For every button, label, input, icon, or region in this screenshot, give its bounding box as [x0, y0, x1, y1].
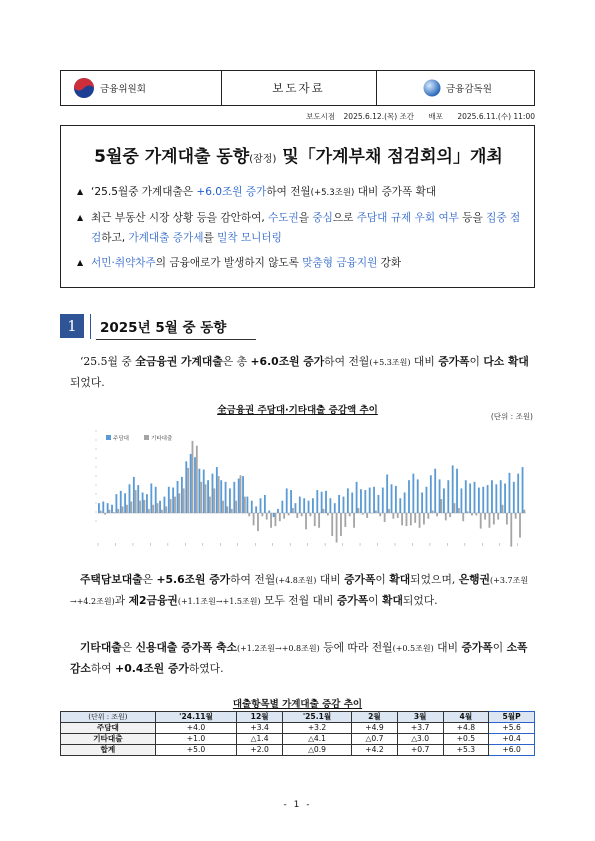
bar-other-loan — [196, 446, 198, 513]
bar-mortgage — [268, 511, 270, 513]
table-cell: +0.4 — [489, 734, 535, 745]
bar-mortgage — [290, 490, 292, 513]
bar-other-loan — [523, 510, 525, 513]
bar-other-loan — [340, 513, 342, 536]
legend-label: 기타대출 — [151, 436, 173, 442]
bar-mortgage — [338, 495, 340, 513]
paragraph-overview: ‘25.5월 중 全금융권 가계대출은 총 +6.0조원 증가하여 전월(+5.3조원) 대비 증가폭이 다소 확대되었다. — [70, 355, 529, 389]
bar-other-loan — [493, 513, 495, 524]
row-label: 주담대 — [61, 723, 156, 734]
bar-other-loan — [213, 488, 215, 513]
bar-mortgage — [321, 492, 323, 513]
bar-other-loan — [192, 441, 194, 513]
bar-mortgage — [334, 503, 336, 513]
bar-mortgage — [207, 480, 209, 513]
bar-mortgage — [246, 497, 248, 513]
bar-other-loan — [384, 513, 386, 522]
bar-other-loan — [292, 508, 294, 513]
bar-other-loan — [440, 499, 442, 513]
bar-mortgage — [430, 475, 432, 513]
bar-mortgage — [286, 488, 288, 513]
bar-other-loan — [497, 513, 499, 520]
table-row — [61, 745, 535, 756]
bar-mortgage — [168, 487, 170, 513]
bar-other-loan — [113, 512, 115, 513]
bar-mortgage — [238, 479, 240, 513]
bar-other-loan — [178, 493, 180, 513]
bar-other-loan — [388, 509, 390, 513]
table-cell: +4.0 — [155, 723, 237, 734]
bar-other-loan — [489, 513, 491, 528]
bar-other-loan — [331, 513, 333, 536]
bar-mortgage — [159, 501, 161, 513]
bar-mortgage — [504, 483, 506, 513]
bar-other-loan — [122, 506, 124, 513]
bar-mortgage — [426, 487, 428, 513]
bar-other-loan — [261, 513, 263, 516]
org-name-fsc: 금융위원회 — [100, 84, 146, 95]
table-header-cell: 12월 — [237, 712, 283, 723]
bar-mortgage — [351, 493, 353, 514]
bar-other-loan — [126, 505, 128, 513]
bar-mortgage — [111, 505, 113, 513]
bar-mortgage — [491, 480, 493, 513]
bar-mortgage — [260, 498, 262, 513]
bar-mortgage — [522, 467, 524, 513]
bar-other-loan — [432, 511, 434, 513]
table-header-cell: '25.1월 — [282, 712, 351, 723]
loan-type-table — [60, 711, 535, 756]
bar-mortgage — [443, 488, 445, 513]
fss-globe-icon — [423, 79, 441, 97]
bar-mortgage — [408, 480, 410, 513]
bar-other-loan — [253, 513, 255, 525]
bar-mortgage — [356, 482, 358, 513]
table-cell: +3.7 — [397, 723, 443, 734]
bar-other-loan — [226, 506, 228, 513]
bar-other-loan — [323, 509, 325, 513]
bar-mortgage — [325, 491, 327, 513]
page-number: - 1 - — [283, 800, 312, 810]
legend-swatch — [144, 435, 149, 440]
bar-other-loan — [200, 482, 202, 513]
bullet-1: ▲ ‘25.5월중 가계대출은 +6.0조원 증가하여 전월(+5.3조원) 대비 증가폭 확대 — [77, 182, 527, 203]
fsc-emblem-icon — [73, 77, 95, 99]
bar-other-loan — [423, 513, 425, 524]
loan-change-bar-chart — [84, 425, 530, 550]
bar-other-loan — [344, 513, 346, 527]
bar-mortgage — [137, 485, 139, 513]
bar-other-loan — [148, 509, 150, 513]
table-cell: +1.0 — [155, 734, 237, 745]
bar-other-loan — [270, 513, 272, 528]
bar-mortgage — [312, 498, 314, 513]
bar-mortgage — [373, 487, 375, 513]
bar-other-loan — [218, 476, 220, 513]
bar-other-loan — [279, 513, 281, 521]
bar-other-loan — [139, 501, 141, 513]
headline-part2: 및「가계부채 점검회의」개최 — [276, 147, 503, 167]
bar-mortgage — [452, 465, 454, 513]
table-cell: +0.7 — [397, 745, 443, 756]
bar-mortgage — [273, 513, 275, 517]
bar-other-loan — [510, 513, 512, 547]
table-header-cell: '24.11월 — [155, 712, 237, 723]
bar-mortgage — [439, 479, 441, 513]
bar-mortgage — [378, 495, 380, 513]
bar-mortgage — [404, 493, 406, 514]
bar-other-loan — [445, 513, 447, 520]
table-cell: △1.4 — [237, 734, 283, 745]
bar-other-loan — [436, 513, 438, 516]
bar-other-loan — [410, 513, 412, 525]
bar-other-loan — [296, 513, 298, 518]
paragraph-other-loans: 기타대출은 신용대출 증가폭 축소(+1.2조원→+0.8조원) 등에 따라 전월(+0.5조원) 대비 증가폭이 소폭 감소하여 +0.4조원 증가하였다. — [70, 641, 528, 675]
bar-other-loan — [506, 513, 508, 524]
bar-mortgage — [150, 483, 152, 513]
bar-mortgage — [460, 488, 462, 513]
bar-mortgage — [347, 488, 349, 513]
bar-other-loan — [257, 513, 259, 531]
bar-other-loan — [375, 511, 377, 513]
bar-other-loan — [248, 513, 250, 516]
chart-title: 全금융권 주담대·기타대출 증감액 추이 — [217, 405, 378, 416]
bar-other-loan — [266, 513, 268, 520]
table-cell: △0.7 — [352, 734, 398, 745]
bar-other-loan — [170, 499, 172, 513]
bar-mortgage — [194, 457, 196, 513]
bar-mortgage — [98, 503, 100, 513]
legend-label: 주담대 — [113, 436, 129, 442]
bar-mortgage — [212, 474, 214, 513]
bar-mortgage — [229, 488, 231, 513]
bar-mortgage — [364, 490, 366, 513]
headline — [61, 142, 536, 167]
bar-mortgage — [190, 454, 192, 513]
headline-part1: 5월중 가계대출 동향 — [94, 147, 250, 167]
bar-mortgage — [255, 506, 257, 513]
bar-other-loan — [305, 513, 307, 529]
bar-other-loan — [174, 497, 176, 513]
bar-other-loan — [235, 501, 237, 513]
distribution-value: 2025.6.11.(수) 11:00 — [457, 112, 535, 121]
bar-mortgage — [155, 487, 157, 513]
section-underline — [96, 339, 256, 340]
bar-mortgage — [495, 484, 497, 513]
bar-other-loan — [157, 503, 159, 513]
bar-mortgage — [382, 488, 384, 513]
bar-mortgage — [281, 501, 283, 513]
bar-other-loan — [109, 510, 111, 513]
table-row — [61, 734, 535, 745]
bar-other-loan — [515, 513, 517, 519]
bar-other-loan — [222, 501, 224, 513]
bar-other-loan — [205, 484, 207, 513]
bar-mortgage — [369, 488, 371, 513]
bar-mortgage — [513, 482, 515, 513]
bar-mortgage — [434, 469, 436, 513]
bar-other-loan — [152, 505, 154, 513]
bar-mortgage — [412, 474, 414, 513]
bar-other-loan — [401, 513, 403, 525]
press-header — [60, 70, 535, 106]
bar-mortgage — [107, 503, 109, 513]
bar-mortgage — [185, 461, 187, 513]
row-label: 합계 — [61, 745, 156, 756]
bar-mortgage — [474, 482, 476, 513]
triangle-bullet-icon: ▲ — [77, 258, 84, 267]
bar-other-loan — [392, 513, 394, 519]
bar-other-loan — [519, 513, 521, 538]
table-header-cell: (단위 : 조원) — [61, 712, 156, 723]
bar-mortgage — [216, 467, 218, 513]
bar-mortgage — [177, 481, 179, 513]
bullet-3: ▲ 서민·취약차주의 금융애로가 발생하지 않도록 맞춤형 금융지원 강화 — [77, 253, 527, 273]
section-number: 1 — [60, 314, 84, 338]
bar-mortgage — [509, 473, 511, 513]
table-header-cell: 5월P — [489, 712, 535, 723]
table-title: 대출항목별 가계대출 증감 추이 — [232, 699, 363, 710]
bar-mortgage — [395, 486, 397, 513]
table-cell: △4.1 — [282, 734, 351, 745]
bullet-2: ▲ 최근 부동산 시장 상황 등을 감안하여, 수도권을 중심으로 주담대 규제 우회 여부 등을 집중 점검하고, 가계대출 증가세를 밀착 모니터링 — [77, 208, 527, 248]
bar-other-loan — [366, 513, 368, 518]
table-cell: △0.9 — [282, 745, 351, 756]
bar-mortgage — [172, 488, 174, 513]
fss-logo-block — [423, 71, 492, 105]
bar-mortgage — [399, 498, 401, 513]
bar-mortgage — [500, 480, 502, 513]
bar-other-loan — [104, 513, 106, 515]
table-cell: +5.3 — [443, 745, 489, 756]
table-cell: +4.2 — [352, 745, 398, 756]
bar-mortgage — [316, 490, 318, 513]
bar-mortgage — [124, 493, 126, 513]
section-title: 2025년 5월 중 동향 — [100, 320, 227, 336]
bar-other-loan — [161, 510, 163, 513]
bar-mortgage — [517, 474, 519, 513]
bar-mortgage — [198, 469, 200, 513]
bar-other-loan — [467, 511, 469, 513]
bar-other-loan — [462, 513, 464, 521]
embargo-value: 2025.6.12.(목) 조간 — [343, 112, 415, 121]
bar-other-loan — [288, 513, 290, 515]
row-label: 기타대출 — [61, 734, 156, 745]
bar-other-loan — [362, 513, 364, 515]
table-cell: +5.0 — [155, 745, 237, 756]
org-name-fss: 금융감독원 — [446, 84, 492, 95]
bar-mortgage — [421, 493, 423, 514]
bar-other-loan — [309, 513, 311, 516]
bar-mortgage — [447, 480, 449, 513]
bar-other-loan — [183, 488, 185, 513]
table-cell: +5.6 — [489, 723, 535, 734]
table-cell: +4.8 — [443, 723, 489, 734]
bar-other-loan — [301, 513, 303, 516]
release-info — [300, 111, 535, 122]
legend-swatch — [106, 435, 111, 440]
bar-mortgage — [386, 474, 388, 513]
bar-other-loan — [144, 500, 146, 513]
bar-other-loan — [397, 513, 399, 518]
triangle-bullet-icon: ▲ — [77, 213, 84, 222]
bar-mortgage — [303, 498, 305, 513]
table-cell: +0.5 — [443, 734, 489, 745]
table-cell: +2.0 — [237, 745, 283, 756]
table-header-cell: 3월 — [397, 712, 443, 723]
bar-mortgage — [417, 479, 419, 513]
bar-other-loan — [240, 475, 242, 513]
bar-mortgage — [133, 477, 135, 513]
bar-mortgage — [308, 501, 310, 513]
bar-other-loan — [100, 511, 102, 513]
bar-mortgage — [146, 494, 148, 513]
embargo-label: 보도시점 — [306, 112, 336, 121]
bar-other-loan — [419, 513, 421, 528]
bar-mortgage — [233, 482, 235, 513]
headline-box — [60, 125, 535, 288]
bar-other-loan — [283, 513, 285, 519]
bar-other-loan — [449, 513, 451, 517]
table-cell: △3.0 — [397, 734, 443, 745]
bar-other-loan — [336, 513, 338, 543]
bar-mortgage — [482, 487, 484, 513]
bar-other-loan — [475, 513, 477, 515]
headline-note: (잠정) — [249, 154, 277, 165]
bar-mortgage — [115, 494, 117, 513]
bar-mortgage — [360, 489, 362, 513]
chart-unit: (단위 : 조원) — [490, 412, 533, 421]
section-divider — [90, 314, 91, 339]
bar-mortgage — [181, 477, 183, 513]
bar-mortgage — [220, 480, 222, 513]
bar-other-loan — [165, 506, 167, 513]
bar-mortgage — [102, 502, 104, 513]
bar-mortgage — [478, 488, 480, 513]
bar-other-loan — [414, 513, 416, 523]
summary-bullets — [77, 182, 527, 278]
table-header-row — [61, 712, 535, 723]
bar-other-loan — [480, 513, 482, 529]
bar-other-loan — [314, 513, 316, 526]
table-cell: +3.2 — [282, 723, 351, 734]
bar-other-loan — [187, 468, 189, 513]
bar-mortgage — [203, 470, 205, 513]
bar-mortgage — [469, 483, 471, 513]
bar-other-loan — [135, 490, 137, 513]
bar-mortgage — [120, 491, 122, 513]
bar-other-loan — [209, 497, 211, 513]
fsc-logo-block — [73, 71, 146, 105]
bar-other-loan — [454, 503, 456, 513]
bar-other-loan — [244, 497, 246, 513]
bar-mortgage — [129, 484, 131, 513]
table-cell: +3.4 — [237, 723, 283, 734]
bar-other-loan — [379, 513, 381, 516]
bar-other-loan — [406, 513, 408, 526]
bar-mortgage — [487, 485, 489, 513]
bar-other-loan — [484, 513, 486, 520]
bar-other-loan — [275, 513, 277, 526]
doc-type-label: 보도자료 — [272, 81, 325, 95]
bar-mortgage — [225, 482, 227, 513]
bar-mortgage — [264, 495, 266, 513]
bar-other-loan — [358, 508, 360, 513]
bar-other-loan — [458, 508, 460, 513]
bar-other-loan — [327, 513, 329, 515]
bar-other-loan — [353, 513, 355, 528]
bar-other-loan — [130, 502, 132, 513]
bar-mortgage — [242, 476, 244, 513]
triangle-bullet-icon: ▲ — [77, 187, 84, 196]
bar-other-loan — [349, 513, 351, 516]
distribution-label: 배포 — [428, 112, 443, 121]
table-row — [61, 723, 535, 734]
table-header-cell: 4월 — [443, 712, 489, 723]
bar-mortgage — [251, 501, 253, 513]
bar-mortgage — [329, 498, 331, 513]
bar-mortgage — [299, 497, 301, 513]
bar-other-loan — [318, 513, 320, 528]
bar-mortgage — [295, 503, 297, 513]
bar-other-loan — [427, 513, 429, 519]
table-cell: +4.9 — [352, 723, 398, 734]
bar-mortgage — [456, 469, 458, 513]
bar-mortgage — [277, 509, 279, 513]
paragraph-mortgage: 주택담보대출은 +5.6조원 증가하여 전월(+4.8조원) 대비 증가폭이 확대되었으며, 은행권(+3.7조원→+4.2조원)과 제2금융권(+1.1조원→+1.5조원) 모두 전월 대비 증가폭이 확대되었다. — [70, 573, 529, 607]
table-header-cell: 2월 — [352, 712, 398, 723]
bar-other-loan — [502, 505, 504, 513]
table-cell: +6.0 — [489, 745, 535, 756]
bar-mortgage — [391, 484, 393, 513]
bar-other-loan — [471, 513, 473, 515]
bar-other-loan — [231, 509, 233, 513]
bar-other-loan — [117, 509, 119, 513]
bar-mortgage — [142, 493, 144, 514]
bar-mortgage — [465, 480, 467, 513]
bar-mortgage — [164, 497, 166, 513]
bar-mortgage — [343, 497, 345, 513]
